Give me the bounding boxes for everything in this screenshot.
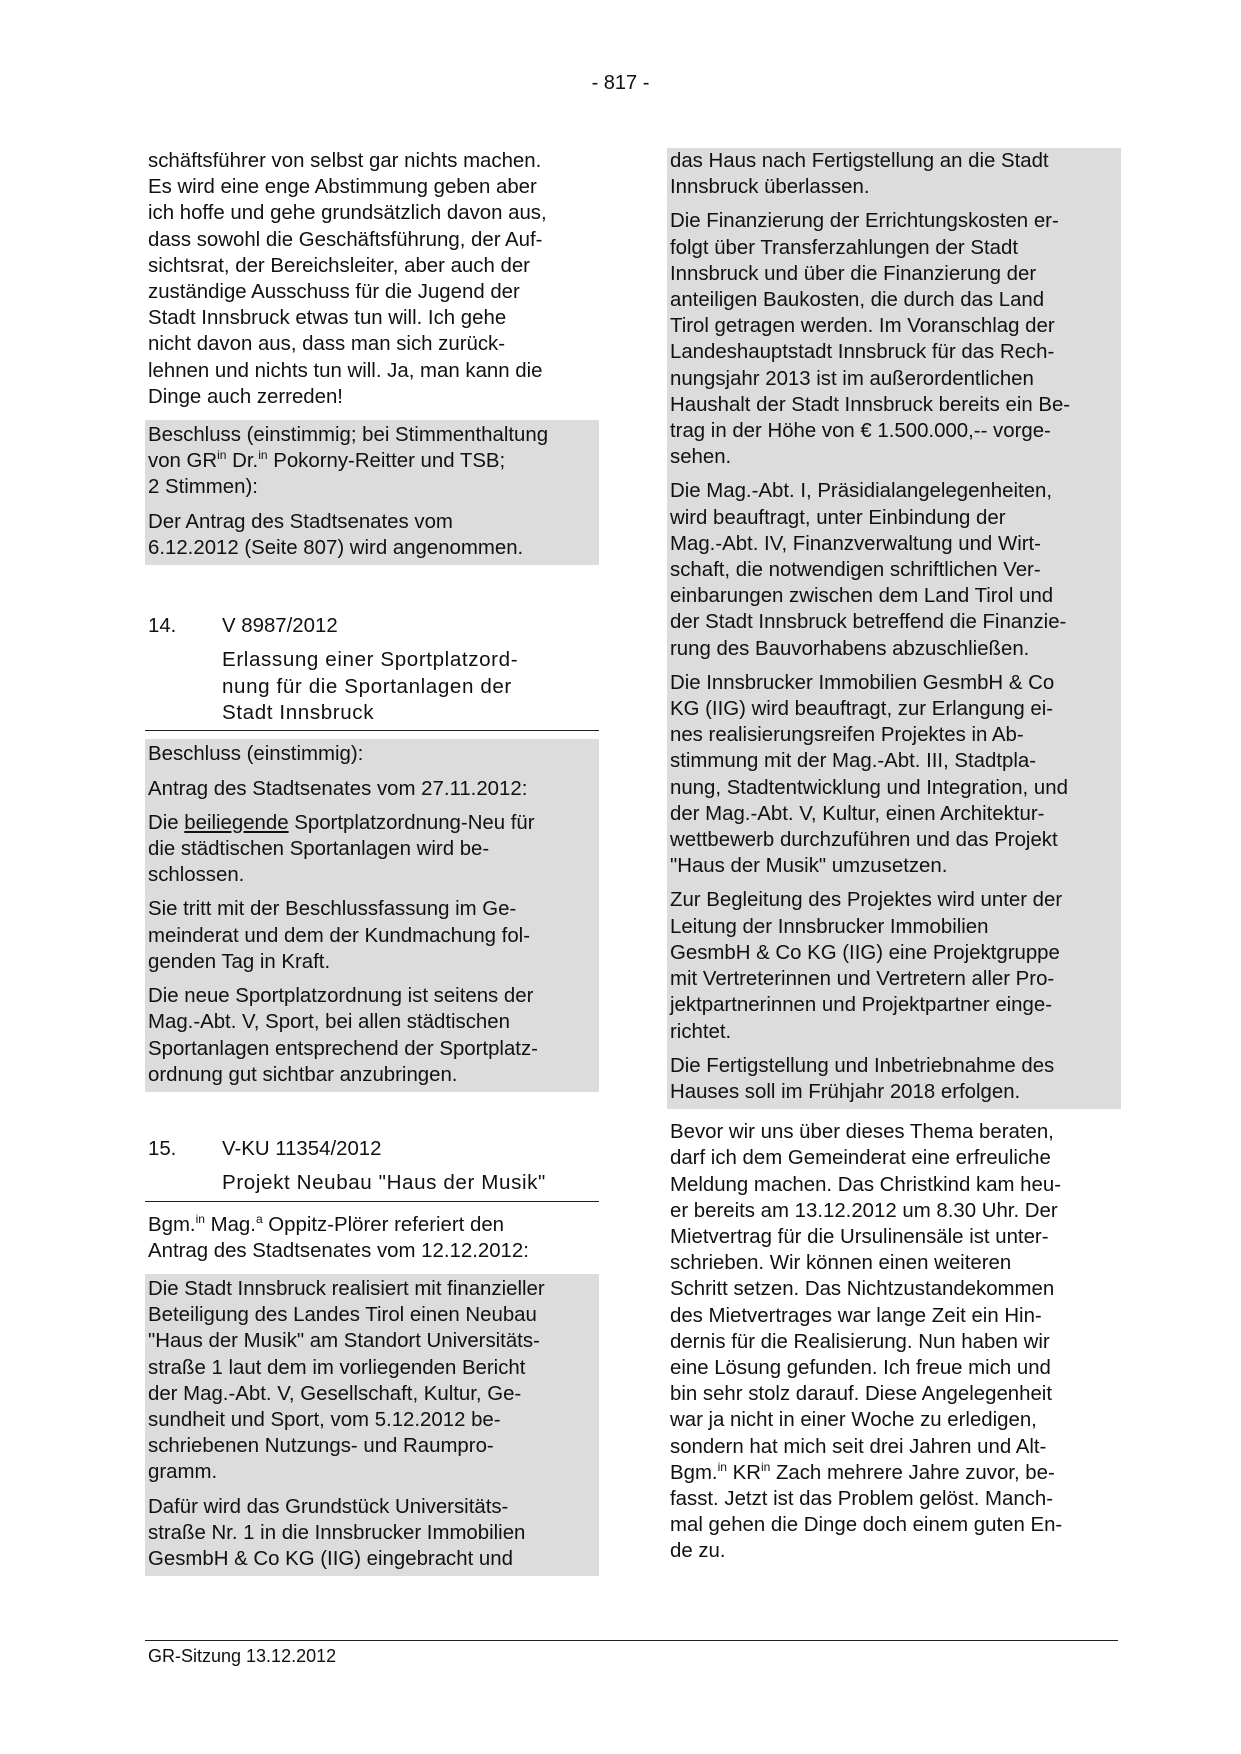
motion-continued (667, 148, 1121, 1109)
text-line: Erlassung einer Sportplatzord- (222, 648, 519, 672)
text-line: mit Vertreterinnen und Vertretern aller Pro- (670, 968, 1055, 991)
paragraph (145, 1276, 599, 1486)
text-line: ich hoffe und gehe grundsätzlich davon aus, (148, 202, 547, 225)
text-line: "Haus der Musik" umzusetzen. (670, 855, 948, 878)
resolution-line-1: Beschluss (einstimmig; bei Stimmenthaltung (148, 424, 549, 447)
text-fragment: Die (148, 811, 185, 834)
text-line: Landeshauptstadt Innsbruck für das Rech- (670, 341, 1055, 364)
text-line: meinderat und dem der Kundmachung fol- (148, 924, 530, 947)
resolution-header: Beschluss (einstimmig): (148, 743, 364, 766)
text-line: der Mag.-Abt. V, Kultur, einen Architektur- (670, 802, 1045, 825)
resolution-line-3: 2 Stimmen): (148, 476, 258, 499)
footer-text: GR-Sitzung 13.12.2012 (148, 1646, 337, 1666)
text-fragment: Sportplatzordnung-Neu für (288, 811, 535, 834)
superscript: in (195, 1211, 205, 1226)
text-line: schlossen. (148, 864, 245, 887)
text-line: Die Finanzierung der Errichtungskosten er- (670, 210, 1059, 233)
text-line: Innsbruck und über die Finanzierung der (670, 262, 1037, 285)
text-line: Beteiligung des Landes Tirol einen Neubau (148, 1304, 537, 1327)
resolution-header (145, 422, 599, 501)
text-line: lehnen und nichts tun will. Ja, man kann die (148, 359, 543, 382)
text-line: wird beauftragt, unter Einbindung der (670, 506, 1006, 529)
text-line: rung des Bauvorhabens abzuschließen. (670, 637, 1030, 660)
text-line: der Stadt Innsbruck betreffend die Finanzie- (670, 611, 1067, 634)
resolution-line-2b: Dr. (226, 450, 259, 473)
text-fragment: Bgm. (670, 1461, 718, 1484)
text-line: Mag.-Abt. V, Sport, bei allen städtischen (148, 1011, 510, 1034)
text-fragment: Bgm. (148, 1213, 196, 1236)
speech-paragraph (667, 1119, 1121, 1564)
text-line: Sie tritt mit der Beschlussfassung im Ge- (148, 898, 517, 921)
agenda-head-14 (145, 613, 599, 639)
text-line: nicht davon aus, dass man sich zurück- (148, 333, 506, 356)
text-line: Bevor wir uns über dieses Thema beraten, (670, 1121, 1054, 1144)
superscript: a (255, 1211, 263, 1226)
text-line: sundheit und Sport, vom 5.12.2012 be- (148, 1408, 501, 1431)
agenda-code: V 8987/2012 (222, 615, 338, 638)
text-line: sondern hat mich seit drei Jahren und Alt- (670, 1435, 1047, 1458)
superscript: in (717, 1459, 727, 1474)
agenda-title (222, 647, 599, 730)
agenda-title: Projekt Neubau "Haus der Musik" (222, 1171, 546, 1195)
text-line: Die Stadt Innsbruck realisiert mit finanzieller (148, 1277, 545, 1300)
paragraph (667, 148, 1121, 200)
text-fragment: Zach mehrere Jahre zuvor, be- (770, 1461, 1055, 1484)
paragraph (145, 983, 599, 1088)
text-line: Haushalt der Stadt Innsbruck bereits ein Be- (670, 393, 1071, 416)
text-line: de zu. (670, 1540, 726, 1563)
item-14-resolution (145, 739, 599, 1091)
paragraph (667, 208, 1121, 470)
agenda-item-15 (145, 1136, 599, 1202)
text-line: wettbewerb durchzuführen und das Projekt (670, 829, 1058, 852)
text-line: eine Lösung gefunden. Ich freue mich und (670, 1356, 1051, 1379)
agenda-title-rule (145, 647, 599, 731)
text-line: schriebenen Nutzungs- und Raumpro- (148, 1435, 494, 1458)
text-line: nung, Stadtentwicklung und Integration, und (670, 776, 1068, 799)
text-line: anteiligen Baukosten, die durch das Land (670, 289, 1045, 312)
text-fragment (148, 838, 489, 886)
attachment-link[interactable]: beiliegende (184, 811, 289, 834)
text-line: Hauses soll im Frühjahr 2018 erfolgen. (670, 1080, 1021, 1103)
paragraph (667, 478, 1121, 661)
text-line: ordnung gut sichtbar anzubringen. (148, 1063, 458, 1086)
item-15-motion (145, 1274, 599, 1576)
text-line: dernis für die Realisierung. Nun haben wir (670, 1330, 1050, 1353)
text-line: Leitung der Innsbrucker Immobilien (670, 915, 989, 938)
text-line: KG (IIG) wird beauftragt, zur Erlangung ei- (670, 698, 1054, 721)
text-line: Mag.-Abt. IV, Finanzverwaltung und Wirt- (670, 532, 1041, 555)
agenda-number: 14. (148, 615, 177, 638)
text-line: Innsbruck überlassen. (670, 176, 870, 199)
text-line: Meldung machen. Das Christkind kam heu- (670, 1173, 1061, 1196)
text-line: die städtischen Sportanlagen wird be- (148, 838, 490, 861)
text-line: darf ich dem Gemeinderat eine erfreuliche (670, 1147, 1051, 1170)
text-line: straße Nr. 1 in die Innsbrucker Immobilien (148, 1521, 526, 1544)
resolution-line-2a: von GR (148, 450, 218, 473)
text-line: er bereits am 13.12.2012 um 8.30 Uhr. Der (670, 1199, 1058, 1222)
text-fragment: Mag. (204, 1213, 256, 1236)
paragraph (667, 887, 1121, 1044)
text-line: jektpartnerinnen und Projektpartner einge- (670, 994, 1052, 1017)
intro-paragraph (145, 148, 599, 410)
text-line: fasst. Jetzt ist das Problem gelöst. Manch- (670, 1487, 1054, 1510)
agenda-number: 15. (148, 1137, 177, 1160)
text-line: nungsjahr 2013 ist im außerordentlichen (670, 367, 1034, 390)
page-number: - 817 - (591, 72, 650, 94)
text-line: schaft, die notwendigen schriftlichen Ver- (670, 559, 1041, 582)
text-line: Sportanlagen entsprechend der Sportplatz- (148, 1037, 538, 1060)
text-line: Die Mag.-Abt. I, Präsidialangelegenheiten, (670, 480, 1052, 503)
text-line: Mietvertrag für die Ursulinensäle ist unter- (670, 1225, 1049, 1248)
text-line: genden Tag in Kraft. (148, 950, 331, 973)
resolution-block-1 (145, 420, 599, 565)
text-fragment (670, 1121, 1061, 1457)
superscript: in (258, 448, 268, 463)
text-line: gramm. (148, 1461, 218, 1484)
paragraph (145, 810, 599, 889)
paragraph (667, 670, 1121, 880)
agenda-head-15 (145, 1136, 599, 1162)
text-line: Die neue Sportplatzordnung ist seitens der (148, 985, 534, 1008)
superscript: in (760, 1459, 771, 1474)
text-line: Stadt Innsbruck (222, 701, 375, 725)
resolution-line-2c: Pokorny-Reitter und TSB; (267, 450, 506, 473)
text-line: war ja nicht in einer Woche zu erledigen, (670, 1409, 1037, 1432)
text-line: des Mietvertrages war lange Zeit ein Hin- (670, 1304, 1042, 1327)
text-line: straße 1 laut dem im vorliegenden Bericht (148, 1356, 526, 1379)
text-fragment (670, 1488, 1062, 1562)
text-line: GesmbH & Co KG (IIG) eine Projektgruppe (670, 941, 1060, 964)
text-line: "Haus der Musik" am Standort Universitäts- (148, 1330, 540, 1353)
text-line: Der Antrag des Stadtsenates vom (148, 510, 453, 533)
agenda-code: V-KU 11354/2012 (222, 1137, 382, 1160)
superscript: in (217, 448, 227, 463)
paragraph (145, 896, 599, 975)
text-line: Zur Begleitung des Projektes wird unter der (670, 889, 1063, 912)
text-fragment: Oppitz-Plörer referiert den (262, 1213, 505, 1236)
text-line: bin sehr stolz darauf. Diese Angelegenheit (670, 1383, 1053, 1406)
text-line: Die Innsbrucker Immobilien GesmbH & Co (670, 671, 1055, 694)
text-line: GesmbH & Co KG (IIG) eingebracht und (148, 1547, 513, 1570)
text-line: schrieben. Wir können einen weiteren (670, 1252, 1012, 1275)
footer-rule (145, 1640, 1118, 1641)
text-line: Es wird eine enge Abstimmung geben aber (148, 176, 537, 199)
speaker-intro (145, 1212, 599, 1264)
text-fragment: Antrag des Stadtsenates vom 12.12.2012: (148, 1239, 529, 1262)
text-fragment: KR (726, 1461, 761, 1484)
text-line: nes realisierungsreifen Projektes in Ab- (670, 724, 1024, 747)
motion-line: Antrag des Stadtsenates vom 27.11.2012: (148, 777, 528, 800)
text-line: trag in der Höhe von € 1.500.000,-- vorge- (670, 420, 1051, 443)
text-line: folgt über Transferzahlungen der Stadt (670, 236, 1018, 259)
text-line: stimmung mit der Mag.-Abt. III, Stadtpla- (670, 750, 1037, 773)
text-line: sichtsrat, der Bereichsleiter, aber auch der (148, 254, 530, 277)
text-line: 6.12.2012 (Seite 807) wird angenommen. (148, 536, 524, 559)
text-line: Stadt Innsbruck etwas tun will. Ich gehe (148, 307, 507, 330)
text-line: schäftsführer von selbst gar nichts machen. (148, 150, 542, 172)
paragraph (667, 1053, 1121, 1105)
agenda-item-14 (145, 613, 599, 731)
text-line: einbarungen zwischen dem Land Tirol und (670, 585, 1054, 608)
right-column (667, 148, 1121, 1575)
text-line: Tirol getragen werden. Im Voranschlag der (670, 315, 1055, 338)
agenda-title-rule (145, 1170, 599, 1201)
left-column (145, 148, 599, 1586)
text-line: nung für die Sportanlagen der (222, 674, 512, 698)
text-line: dass sowohl die Geschäftsführung, der Auf- (148, 228, 543, 251)
text-line: mal gehen die Dinge doch einem guten En- (670, 1514, 1063, 1537)
text-line: richtet. (670, 1020, 732, 1043)
text-line: das Haus nach Fertigstellung an die Stadt (670, 150, 1049, 172)
text-line: Dinge auch zerreden! (148, 385, 343, 408)
text-line: der Mag.-Abt. V, Gesellschaft, Kultur, Ge- (148, 1382, 522, 1405)
text-line: Die Fertigstellung und Inbetriebnahme des (670, 1054, 1055, 1077)
text-line: zuständige Ausschuss für die Jugend der (148, 281, 520, 304)
text-line: sehen. (670, 446, 732, 469)
text-line: Dafür wird das Grundstück Universitäts- (148, 1495, 509, 1518)
paragraph (145, 1494, 599, 1573)
resolution-result (145, 509, 599, 561)
text-line: Schritt setzen. Das Nichtzustandekommen (670, 1278, 1055, 1301)
